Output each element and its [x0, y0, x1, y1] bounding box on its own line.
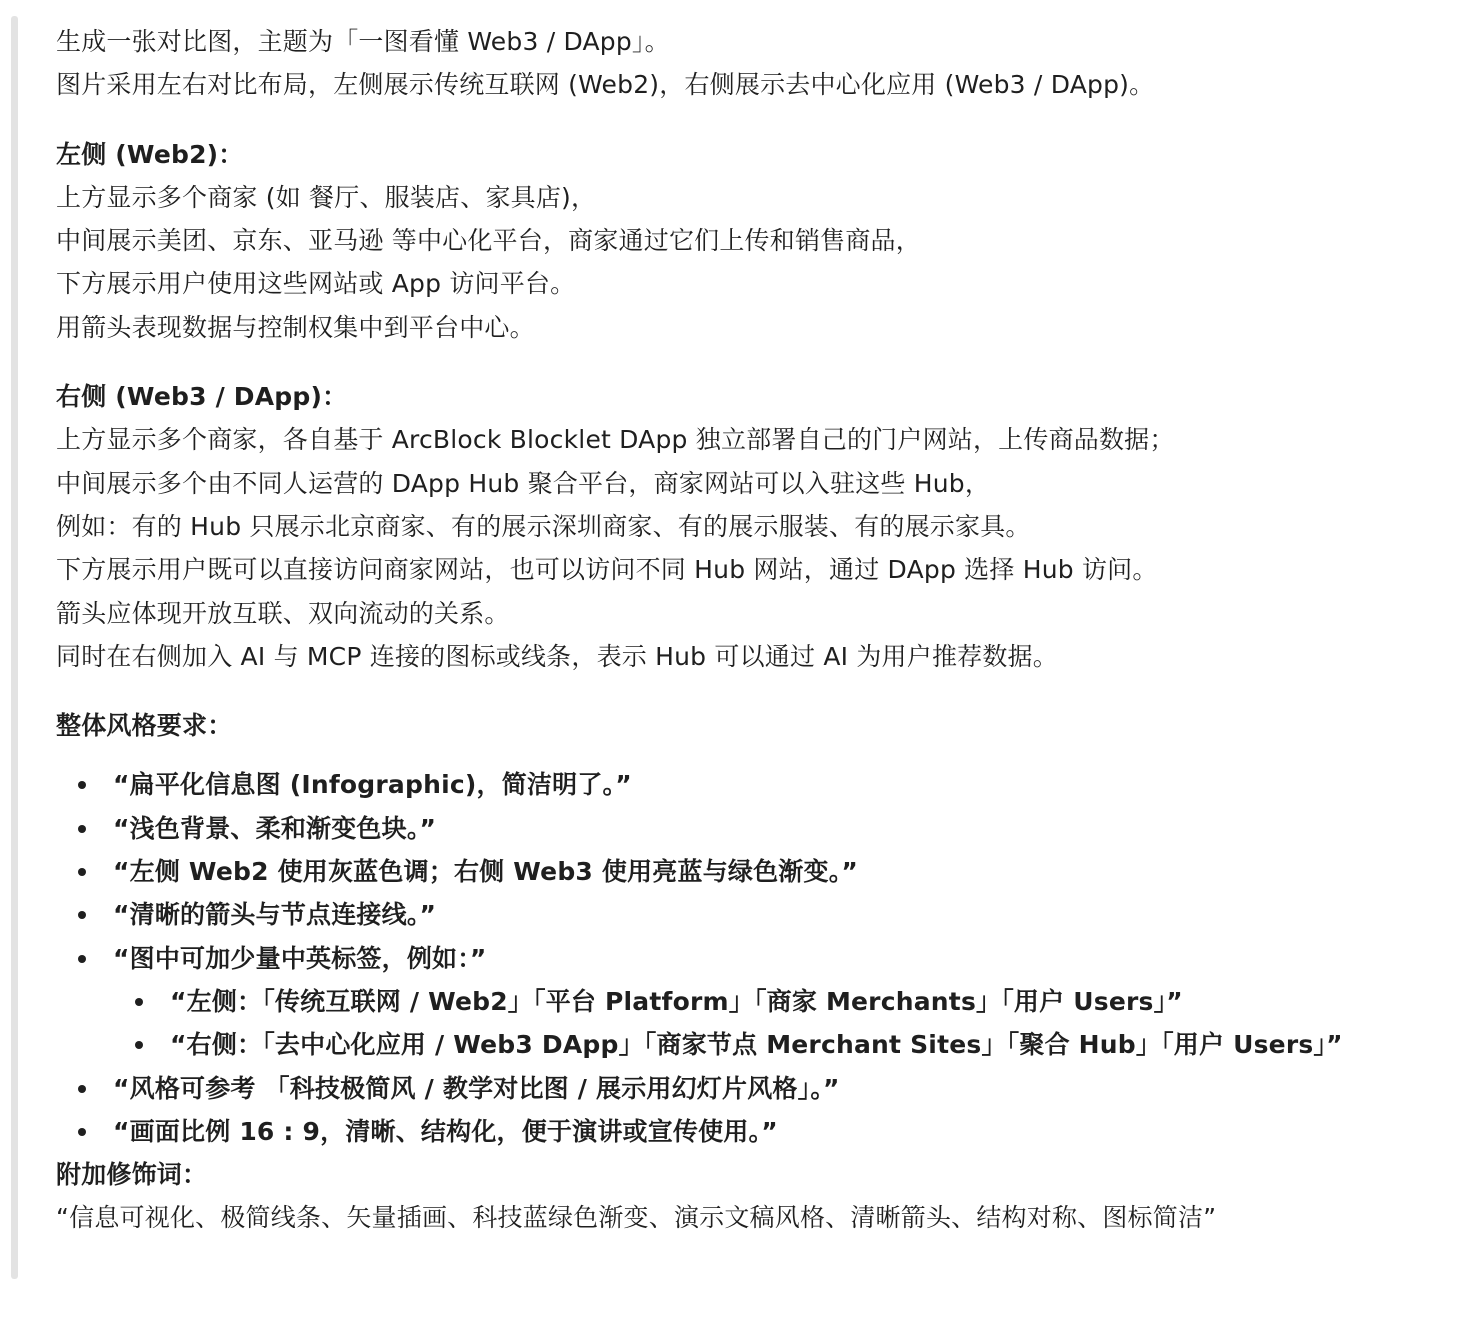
left-section-heading: 左侧 (Web2)： — [56, 139, 244, 169]
style-bullet: “风格可参考 「科技极简风 / 教学对比图 / 展示用幻灯片风格」。” — [56, 1067, 1451, 1110]
style-sub-bullet: “右侧：「去中心化应用 / Web3 DApp」「商家节点 Merchant Sites」「聚合 Hub」「用户 Users」” — [56, 1023, 1451, 1066]
style-bullet-list — [56, 763, 1451, 1153]
prompt-document — [56, 20, 1451, 1240]
style-bullet: “图中可加少量中英标签，例如：” — [56, 937, 1451, 980]
modifiers-text: “信息可视化、极简线条、矢量插画、科技蓝绿色渐变、演示文稿风格、清晰箭头、结构对称、图标简洁” — [56, 1203, 1217, 1233]
left-section-line: 下方展示用户使用这些网站或 App 访问平台。 — [56, 269, 576, 299]
left-section-line: 上方显示多个商家 (如 餐厅、服装店、家具店)， — [56, 182, 597, 212]
style-bullet: “清晰的箭头与节点连接线。” — [56, 893, 1451, 936]
right-section-line: 上方显示多个商家，各自基于 ArcBlock Blocklet DApp 独立部署自己的门户网站，上传商品数据； — [56, 425, 1175, 455]
style-bullet: “浅色背景、柔和渐变色块。” — [56, 807, 1451, 850]
intro-line: 生成一张对比图，主题为「一图看懂 Web3 / DApp」。 — [56, 27, 670, 56]
right-section-line: 同时在右侧加入 AI 与 MCP 连接的图标或线条，表示 Hub 可以通过 AI 为用户推荐数据。 — [56, 641, 1058, 671]
right-section-line: 下方展示用户既可以直接访问商家网站，也可以访问不同 Hub 网站，通过 DApp 选择 Hub 访问。 — [56, 555, 1158, 585]
right-section-line: 例如：有的 Hub 只展示北京商家、有的展示深圳商家、有的展示服装、有的展示家具。 — [56, 511, 1031, 541]
style-bullet: “画面比例 16 : 9，清晰、结构化，便于演讲或宣传使用。” — [56, 1110, 1451, 1153]
style-section-heading: 整体风格要求： — [56, 711, 233, 741]
modifiers-heading: 附加修饰词： — [56, 1160, 208, 1190]
left-section-line: 中间展示美团、京东、亚马逊 等中心化平台，商家通过它们上传和销售商品， — [56, 226, 921, 256]
style-bullet: “扁平化信息图 (Infographic)，简洁明了。” — [56, 763, 1451, 806]
right-section-line: 箭头应体现开放互联、双向流动的关系。 — [56, 598, 510, 628]
right-section-line: 中间展示多个由不同人运营的 DApp Hub 聚合平台，商家网站可以入驻这些 Hub， — [56, 468, 991, 498]
intro-line: 图片采用左右对比布局，左侧展示传统互联网 (Web2)，右侧展示去中心化应用 (Web3 / DApp)。 — [56, 70, 1155, 100]
style-sub-bullet: “左侧：「传统互联网 / Web2」「平台 Platform」「商家 Merchants」「用户 Users」” — [56, 980, 1451, 1023]
blockquote-bar — [11, 16, 18, 1279]
left-section-line: 用箭头表现数据与控制权集中到平台中心。 — [56, 312, 535, 342]
style-bullet: “左侧 Web2 使用灰蓝色调；右侧 Web3 使用亮蓝与绿色渐变。” — [56, 850, 1451, 893]
right-section-heading: 右侧 (Web3 / DApp)： — [56, 382, 348, 412]
